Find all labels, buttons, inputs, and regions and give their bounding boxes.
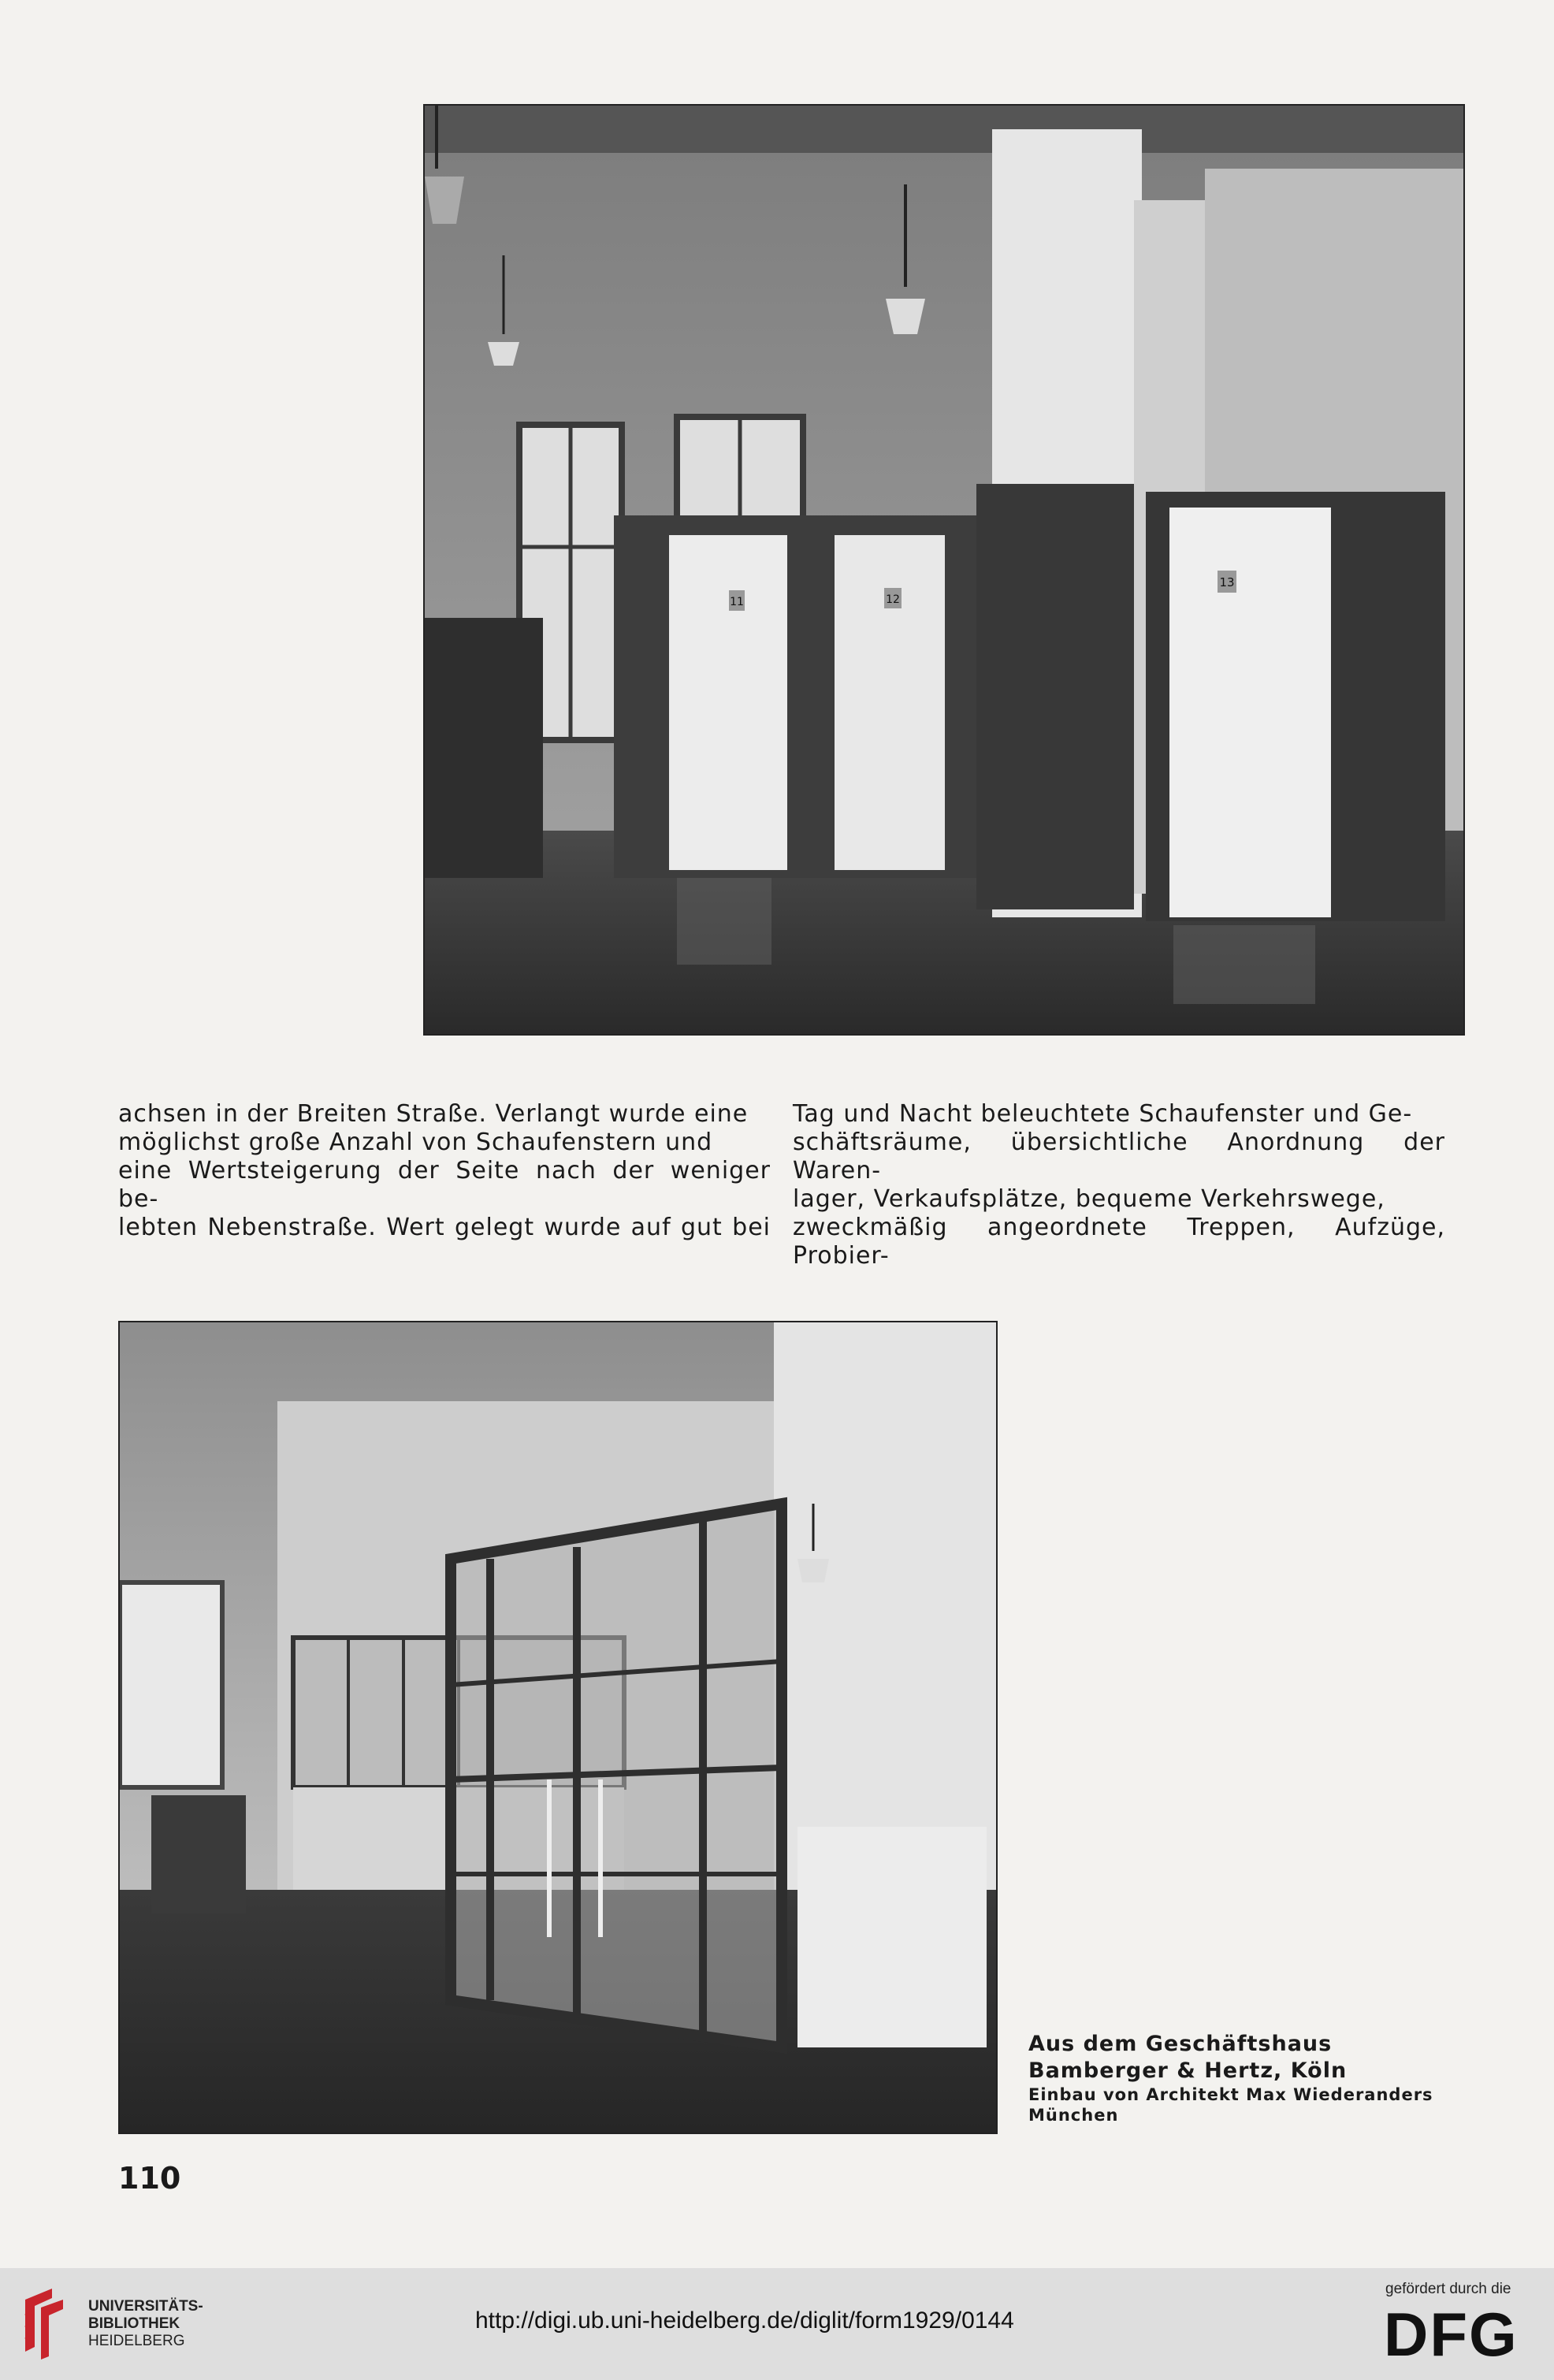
text-line: Tag und Nacht beleuchtete Schaufenster und Ge- bbox=[793, 1100, 1413, 1128]
cabin-number-11: 11 bbox=[730, 596, 744, 608]
cabin-number-13: 13 bbox=[1219, 575, 1235, 589]
caption-line: München bbox=[1028, 2106, 1119, 2125]
text-line: lager, Verkaufsplätze, bequeme Verkehrswege, bbox=[793, 1185, 1385, 1213]
cabin-number-12: 12 bbox=[886, 593, 900, 606]
library-name-line: BIBLIOTHEK bbox=[88, 2315, 180, 2332]
funded-by-label: gefördert durch die bbox=[1385, 2281, 1511, 2297]
page-number: 110 bbox=[118, 2161, 181, 2196]
text-line: schäftsräume, übersichtliche Anordnung der Waren- bbox=[793, 1129, 1445, 1184]
text-line: lebten Nebenstraße. Wert gelegt wurde auf gut bei bbox=[118, 1214, 771, 1241]
caption-line: Einbau von Architekt Max Wiederanders bbox=[1028, 2085, 1433, 2104]
text-line: eine Wertsteigerung der Seite nach der weniger be- bbox=[118, 1157, 771, 1213]
university-library-logo bbox=[17, 2284, 71, 2363]
text-column-right bbox=[793, 1100, 1445, 1270]
photo-fitting-cabins bbox=[423, 104, 1465, 1036]
photo-caption bbox=[1028, 2031, 1470, 2125]
text-line: achsen in der Breiten Straße. Verlangt wurde eine bbox=[118, 1100, 749, 1128]
dfg-logo: DFG bbox=[1384, 2300, 1519, 2369]
text-column-left bbox=[118, 1100, 771, 1242]
library-name-line: UNIVERSITÄTS- bbox=[88, 2298, 203, 2315]
photo-fitting-cabins-drawing bbox=[425, 106, 1463, 1034]
text-line: möglichst große Anzahl von Schaufenstern und bbox=[118, 1129, 713, 1156]
caption-line: Bamberger & Hertz, Köln bbox=[1028, 2058, 1348, 2083]
library-name-line: HEIDELBERG bbox=[88, 2333, 185, 2349]
caption-line: Aus dem Geschäftshaus bbox=[1028, 2032, 1333, 2056]
text-line: zweckmäßig angeordnete Treppen, Aufzüge, Probier- bbox=[793, 1214, 1445, 1270]
digital-library-link[interactable]: http://digi.ub.uni-heidelberg.de/diglit/form1929/0144 bbox=[475, 2307, 1014, 2334]
photo-glass-showcase bbox=[118, 1321, 998, 2134]
photo-glass-showcase-drawing bbox=[120, 1322, 996, 2133]
library-name bbox=[88, 2298, 203, 2350]
